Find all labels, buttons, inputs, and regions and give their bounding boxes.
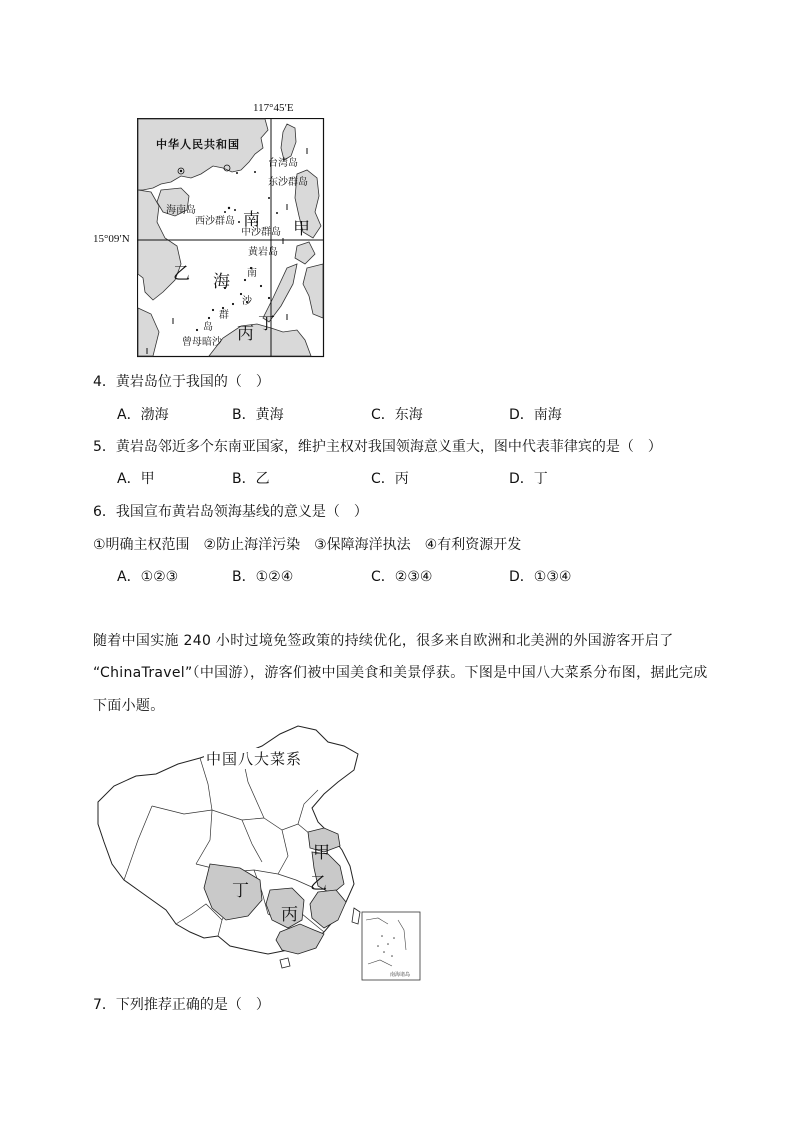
taiwan-small [352,908,360,924]
hainan-label: 海南岛 [166,205,196,216]
q5-option-c[interactable]: C．丙 [371,471,409,487]
dongsha-label: 东沙群岛 [268,177,308,188]
longitude-label: 117°45′E [253,102,294,114]
question-7-stem: 7．下列推荐正确的是（ ） [93,997,270,1013]
marker-ding: 丁 [258,314,275,334]
map2-marker-bing: 丙 [281,905,298,925]
eight-cuisines-map [92,724,432,984]
map2-marker-yi: 乙 [310,874,327,894]
sea-label-nan: 南 [243,210,260,230]
q5-option-d[interactable]: D．丁 [509,471,548,487]
question-5-stem: 5．黄岩岛邻近多个东南亚国家，维护主权对我国领海意义重大，图中代表菲律宾的是（ ） [93,439,662,455]
map2-marker-ding: 丁 [232,881,249,901]
q5-option-b[interactable]: B．乙 [232,471,270,487]
passage-line-2: “ChinaTravel”（中国游），游客们被中国美食和美景俘获。下图是中国八大菜系分布图，据此完成 [93,665,708,681]
map2-title: 中国八大菜系 [206,750,303,768]
passage-line-1: 随着中国实施 240 小时过境免签政策的持续优化，很多来自欧洲和北美洲的外国游客开启了 [93,633,674,649]
q6-option-d[interactable]: D．①③④ [509,569,572,585]
nansha-label-3: 群 [219,310,229,321]
xisha-label: 西沙群岛 [195,216,235,227]
passage-line-3: 下面小题。 [93,698,165,714]
country-label: 中华人民共和国 [156,138,240,151]
zhongsha-label: 中沙群岛 [241,227,281,238]
latitude-label: 15°09′N [93,233,130,245]
marker-yi: 乙 [173,264,190,284]
marker-jia: 甲 [293,219,310,239]
nansha-label-1: 南 [247,268,257,279]
q6-option-b[interactable]: B．①②④ [232,569,294,585]
q5-option-a[interactable]: A．甲 [117,471,155,487]
inset-label: 南海诸岛 [390,972,411,978]
zengmu-label: 曾母暗沙 [182,337,222,348]
nansha-island-label: 岛 [203,322,213,333]
south-china-sea-map [93,96,340,362]
q4-option-c[interactable]: C．东海 [371,407,423,423]
q4-option-a[interactable]: A．渤海 [117,407,169,423]
nansha-label-2: 沙 [242,296,252,307]
sea-label-hai: 海 [213,272,230,292]
q6-option-a[interactable]: A．①②③ [117,569,179,585]
q6-statements: ①明确主权范围 ②防止海洋污染 ③保障海洋执法 ④有利资源开发 [93,537,522,553]
hainan-small [280,958,290,968]
q4-option-b[interactable]: B．黄海 [232,407,284,423]
map2-marker-jia: 甲 [313,843,330,863]
q6-option-c[interactable]: C．②③④ [371,569,433,585]
question-4-stem: 4．黄岩岛位于我国的（ ） [93,374,270,390]
q4-option-d[interactable]: D．南海 [509,407,562,423]
marker-bing: 丙 [237,324,254,344]
huangyan-label: 黄岩岛 [248,247,278,258]
taiwan-label: 台湾岛 [268,158,298,169]
question-6-stem: 6．我国宣布黄岩岛领海基线的意义是（ ） [93,504,368,520]
